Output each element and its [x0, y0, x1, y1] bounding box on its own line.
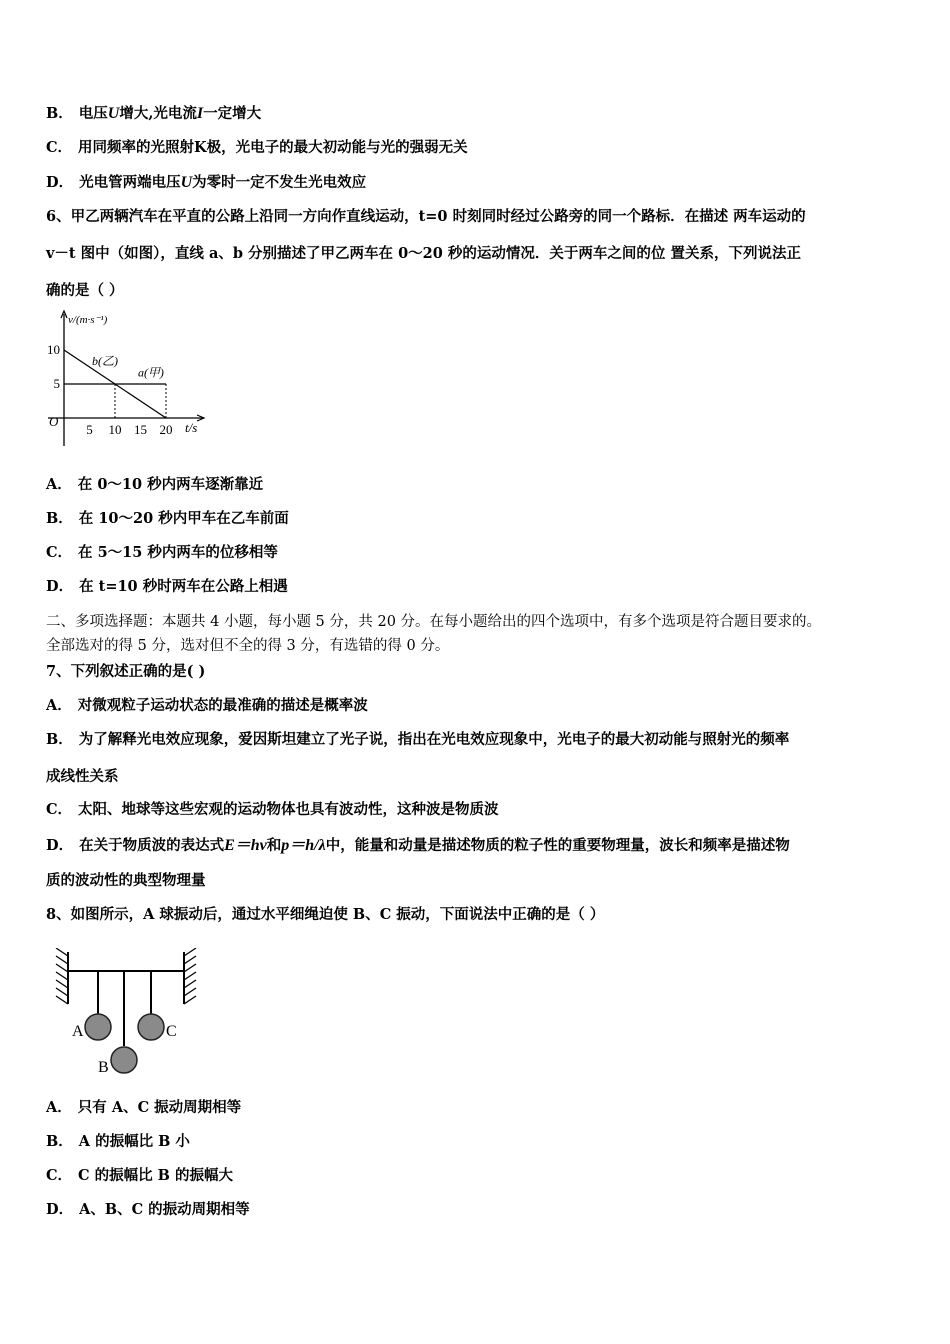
- q5-option-c: C． 用同频率的光照射K极，光电子的最大初动能与光的强弱无关: [46, 139, 468, 156]
- q6-option-d: D． 在 t=10 秒时两车在公路上相遇: [46, 578, 288, 595]
- q5-option-d: D． 光电管两端电压U为零时一定不发生光电效应: [46, 174, 367, 191]
- q7-option-a: A． 对微观粒子运动状态的最准确的描述是概率波: [46, 697, 368, 714]
- label-c: C: [166, 1023, 177, 1040]
- q8-option-b: B． A 的振幅比 B 小: [46, 1133, 190, 1150]
- q8-stem: 8、如图所示，A 球振动后，通过水平细绳迫使 B、C 振动，下面说法中正确的是（ ）: [46, 906, 605, 923]
- x-tick-label: 20: [159, 422, 173, 437]
- pendulum-figure: [52, 948, 212, 1078]
- q6-stem-line1: 6、甲乙两辆汽车在平直的公路上沿同一方向作直线运动，t=0 时刻同时经过公路旁的同一个路标．在描述 两车运动的: [46, 208, 806, 225]
- section2-heading-line1: 二、多项选择题：本题共 4 小题，每小题 5 分，共 20 分。在每小题给出的四个选项中，有多个选项是符合题目要求的。: [46, 614, 822, 630]
- q6-option-c: C． 在 5～15 秒内两车的位移相等: [46, 544, 278, 561]
- series-a-label: a(甲): [137, 365, 164, 380]
- q6-option-b: B． 在 10～20 秒内甲车在乙车前面: [46, 510, 289, 527]
- label-b: B: [98, 1059, 109, 1076]
- q8-option-c: C． C 的振幅比 B 的振幅大: [46, 1167, 233, 1184]
- q5-option-b: B． 电压U增大,光电流I一定增大: [46, 105, 262, 122]
- q7-option-b-cont: 成线性关系: [46, 768, 119, 785]
- q6-stem-line3: 确的是（ ）: [46, 282, 124, 299]
- q6-option-a: A． 在 0～10 秒内两车逐渐靠近: [46, 476, 264, 493]
- y-tick-label: 5: [53, 376, 60, 391]
- q7-option-d-cont: 质的波动性的典型物理量: [46, 872, 206, 889]
- ball-a: [85, 1014, 111, 1040]
- series-b-label: b(乙): [92, 353, 119, 368]
- x-tick-label: 5: [86, 422, 93, 437]
- q8-option-d: D． A、B、C 的振动周期相等: [46, 1201, 250, 1218]
- x-tick-label: 10: [108, 422, 122, 437]
- right-wall-hatch: [184, 948, 196, 1004]
- q8-option-a: A． 只有 A、C 振动周期相等: [46, 1099, 242, 1116]
- label-a: A: [72, 1023, 84, 1040]
- q7-stem: 7、下列叙述正确的是( ): [46, 663, 206, 680]
- q7-option-d: D． 在关于物质波的表达式E＝hν和p＝h/λ中，能量和动量是描述物质的粒子性的重要物理量，波长和频率是描述物: [46, 837, 790, 854]
- section2-heading-line2: 全部选对的得 5 分，选对但不全的得 3 分，有选错的得 0 分。: [46, 638, 450, 654]
- y-tick-label: 10: [47, 342, 60, 357]
- q6-stem-line2: v－t 图中（如图），直线 a、b 分别描述了甲乙两车在 0～20 秒的运动情况．关于两车之间的位 置关系，下列说法正: [46, 245, 801, 262]
- left-wall-hatch: [56, 948, 68, 1004]
- ball-c: [138, 1014, 164, 1040]
- q7-option-b: B． 为了解释光电效应现象，爱因斯坦建立了光子说，指出在光电效应现象中，光电子的最大初动能与照射光的频率: [46, 731, 790, 748]
- y-axis-label: v/(m·s⁻¹): [68, 314, 108, 326]
- ball-b: [111, 1047, 137, 1073]
- origin-label: O: [49, 414, 59, 429]
- q7-option-c: C． 太阳、地球等这些宏观的运动物体也具有波动性，这种波是物质波: [46, 801, 499, 818]
- x-tick-label: 15: [134, 422, 147, 437]
- vt-graph: [44, 308, 209, 453]
- x-axis-label: t/s: [185, 420, 198, 435]
